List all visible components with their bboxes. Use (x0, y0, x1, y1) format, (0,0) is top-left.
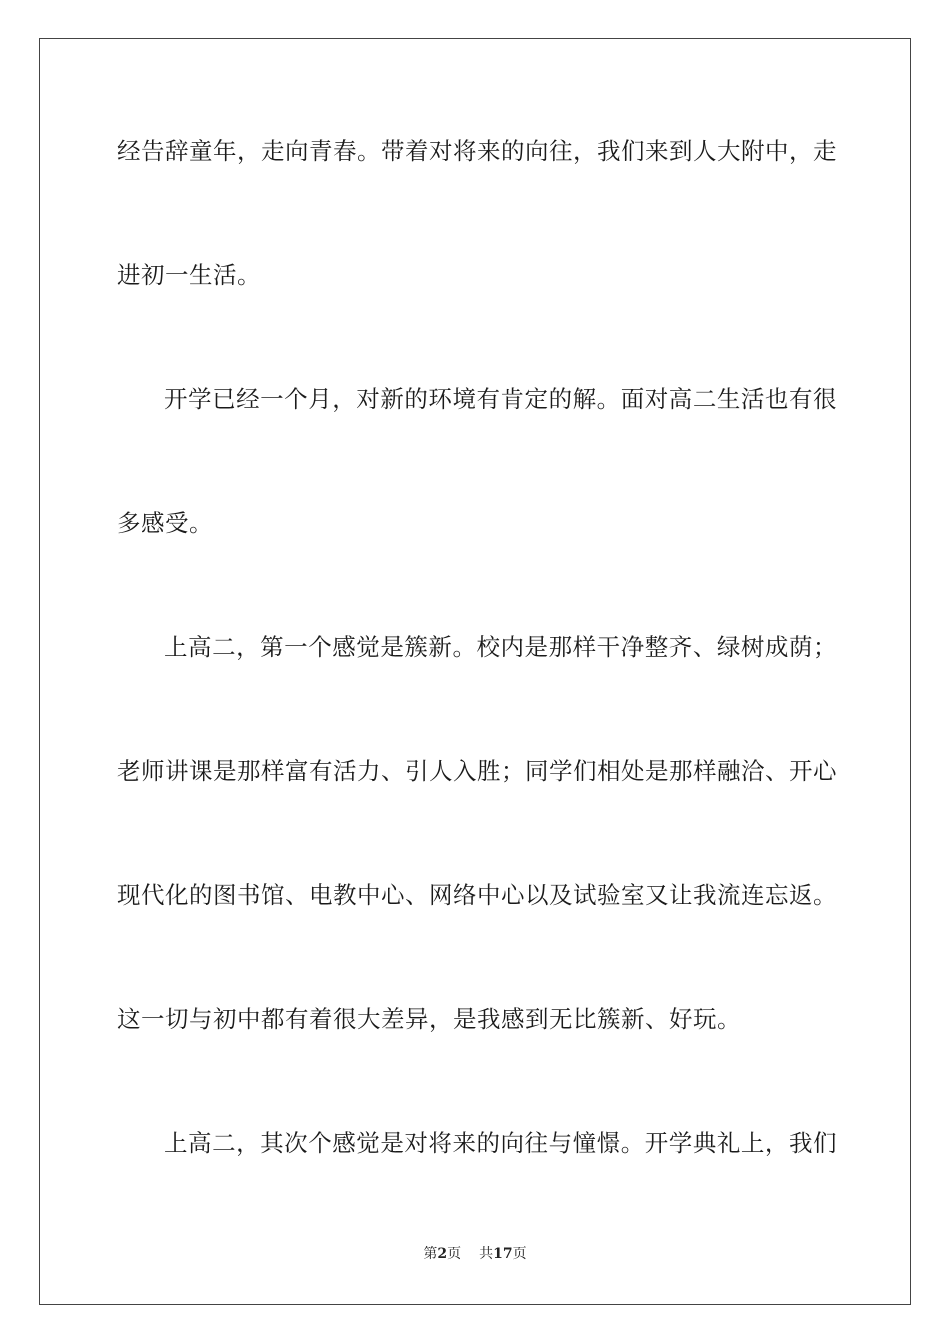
total-prefix: 共 (479, 1246, 494, 1262)
body-line-4: 多感受。 (117, 509, 213, 537)
page-frame (39, 38, 911, 1305)
body-line-6: 老师讲课是那样富有活力、引人入胜；同学们相处是那样融洽、开心 (117, 757, 837, 785)
page-total: 17 (493, 1246, 513, 1262)
body-line-8: 这一切与初中都有着很大差异，是我感到无比簇新、好玩。 (117, 1005, 741, 1033)
page-unit: 页 (447, 1246, 462, 1262)
body-line-7: 现代化的图书馆、电教中心、网络中心以及试验室又让我流连忘返。 (117, 881, 837, 909)
body-line-1: 经告辞童年，走向青春。带着对将来的向往，我们来到人大附中，走 (117, 137, 837, 165)
body-line-2: 进初一生活。 (117, 261, 261, 289)
page-prefix: 第 (423, 1246, 438, 1262)
page-footer (0, 1245, 950, 1263)
total-unit: 页 (512, 1246, 527, 1262)
body-line-3: 开学已经一个月，对新的环境有肯定的解。面对高二生活也有很 (164, 385, 837, 413)
body-line-9: 上高二，其次个感觉是对将来的向往与憧憬。开学典礼上，我们 (164, 1129, 837, 1157)
body-line-5: 上高二，第一个感觉是簇新。校内是那样干净整齐、绿树成荫； (164, 633, 837, 661)
page-current: 2 (437, 1246, 448, 1262)
